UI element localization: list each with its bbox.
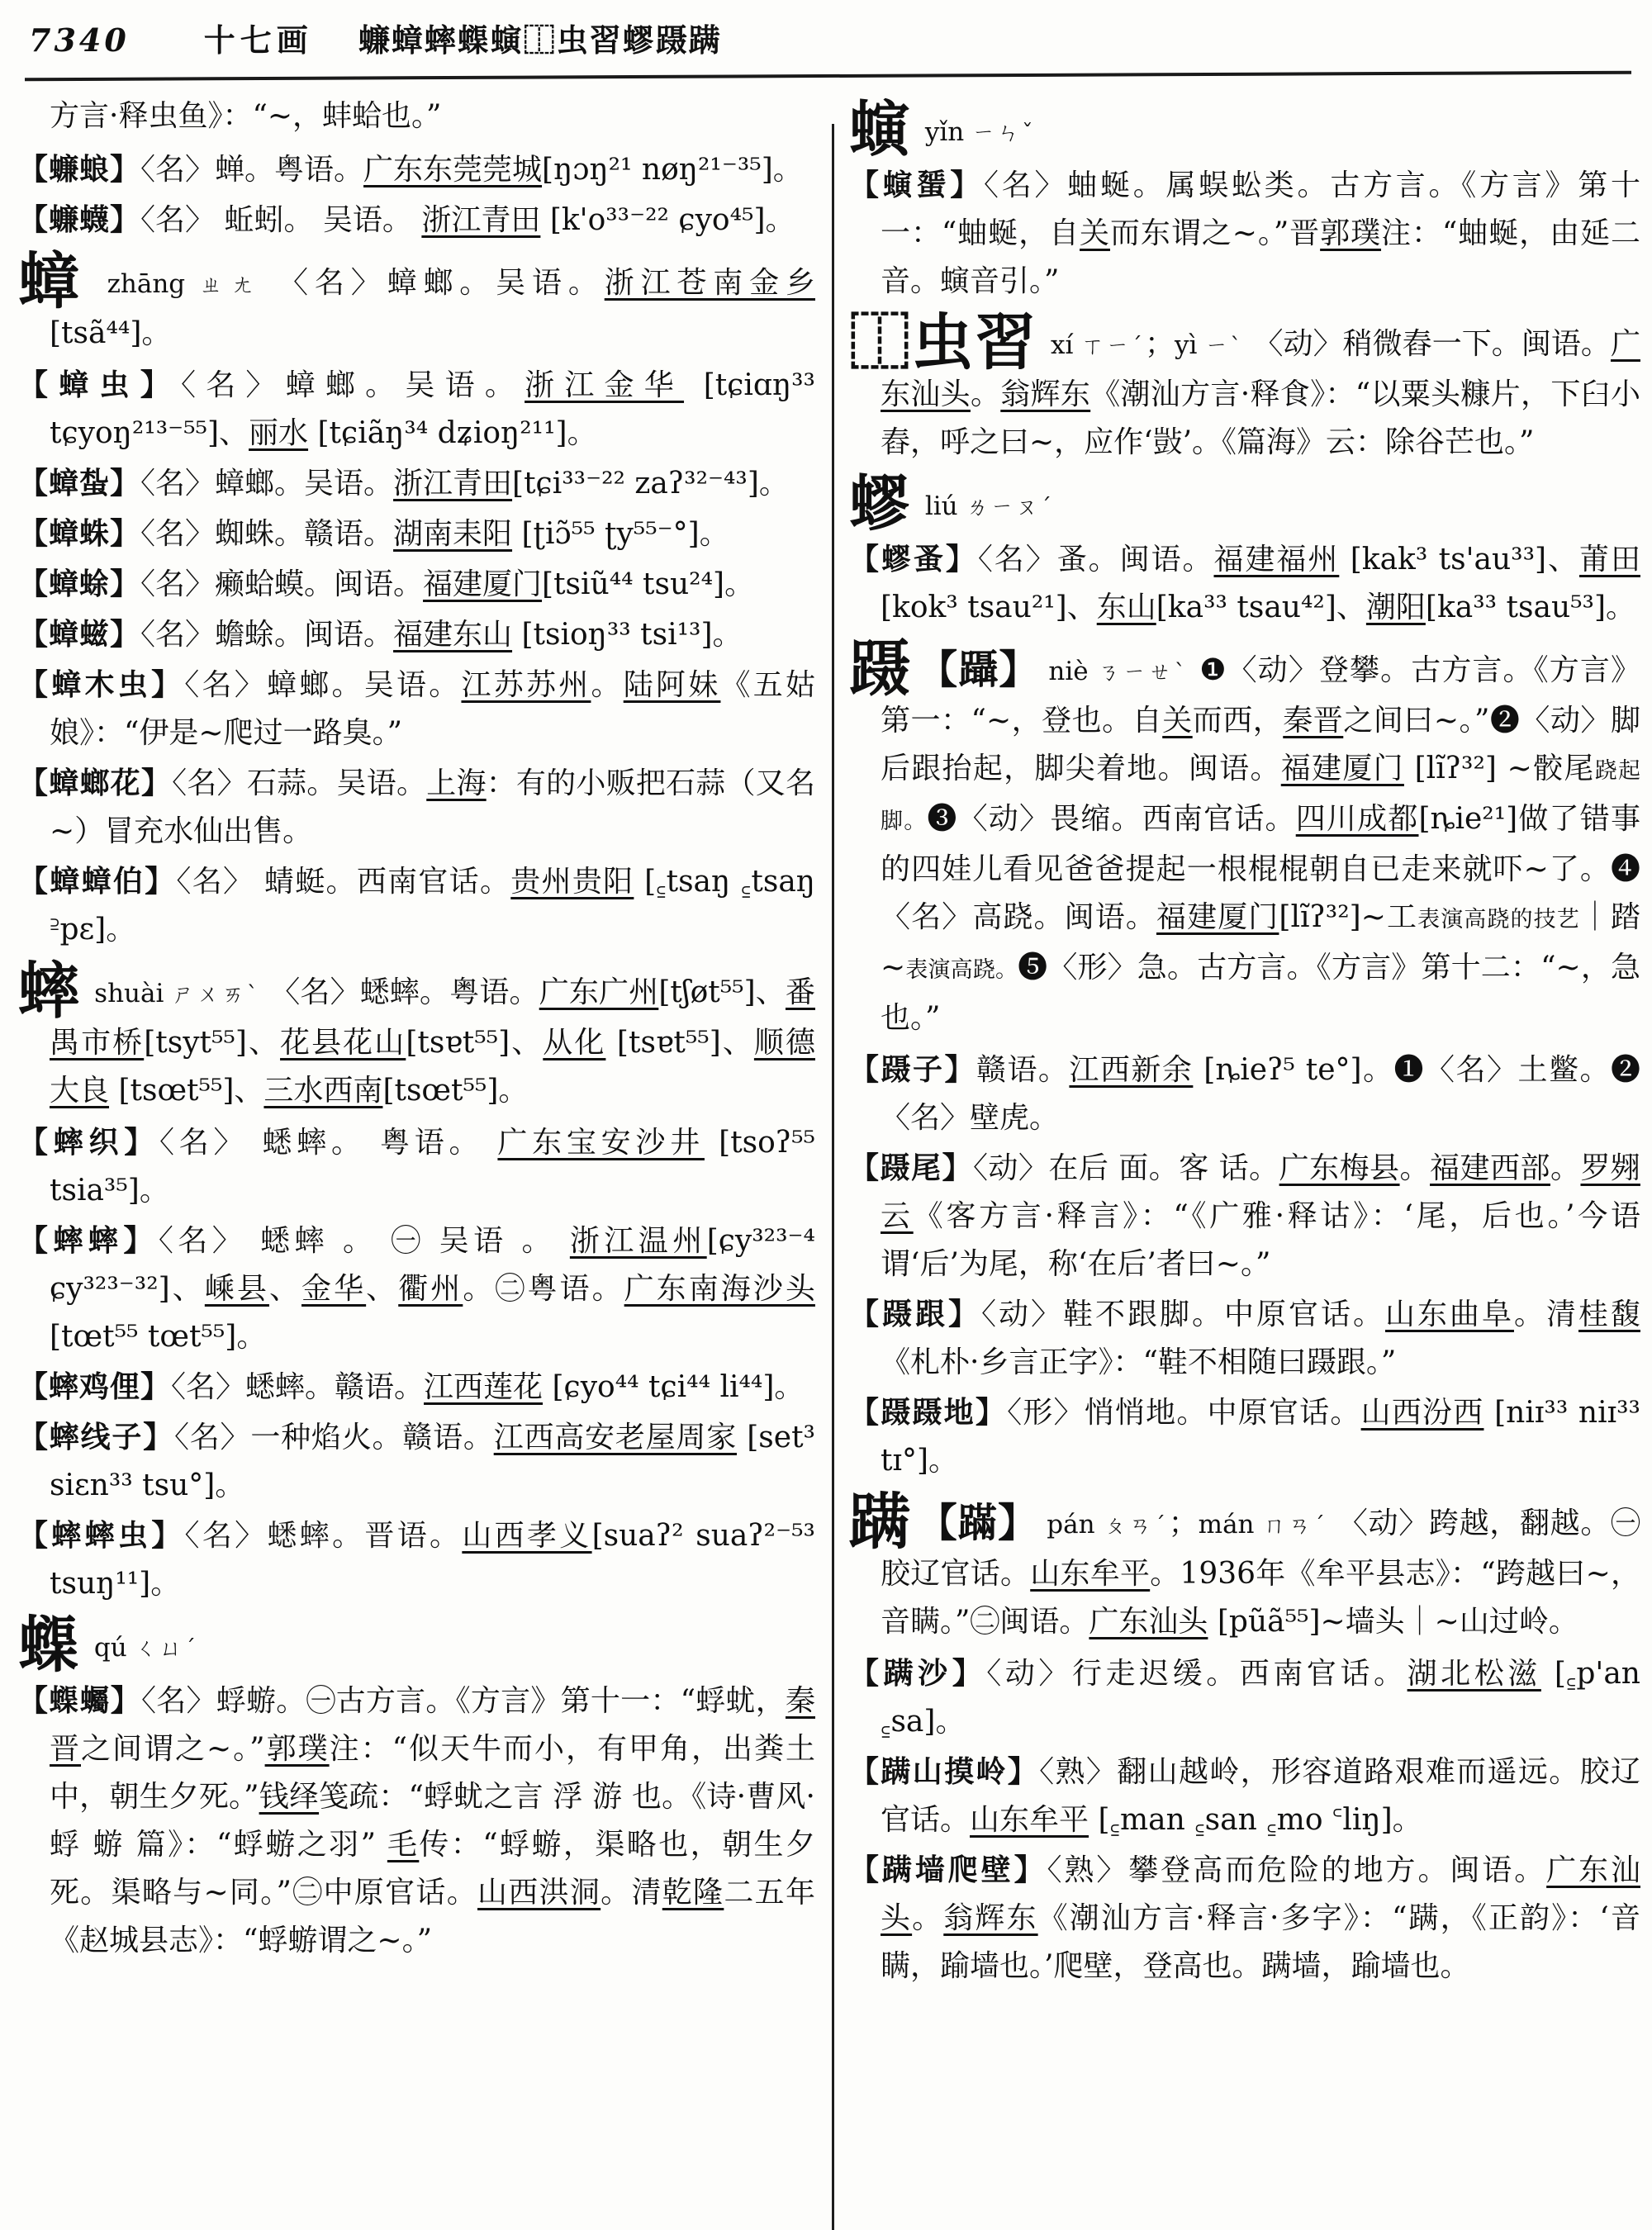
entry-text: 赣语。 (976, 1053, 1070, 1087)
entry-headword: 【蟑木虫】 (18, 667, 185, 702)
proper-noun: 山西孝义 (462, 1519, 592, 1553)
proper-noun: 江西莲花 (424, 1370, 544, 1404)
entry-headword: 【蹒墙爬壁】 (849, 1853, 1047, 1887)
bopomofo: ㄧˋ (1205, 334, 1254, 359)
proper-noun: 山东牟平 (970, 1803, 1089, 1837)
left-column (18, 93, 815, 1967)
bopomofo: ㄑㄩˊ (135, 1636, 199, 1662)
small-gloss: 表演高跷的技艺 (1417, 907, 1580, 932)
proper-noun: 番禺市桥 (50, 975, 815, 1060)
dict-entry (849, 1046, 1640, 1142)
proper-noun: 毛 (387, 1828, 420, 1862)
entry-text: [ȵie²¹]做了错事的四娃儿看见爸爸提起一根棍棍朝自已走来就吓~了。❹〈名〉高跷。闽语。 (881, 802, 1640, 934)
entry-text: [tsyt⁵⁵]、 (144, 1026, 281, 1060)
entry-text: 〈名〉蟋蟀。粤语。 (270, 975, 539, 1009)
entry-text: [lĩʔ³²]~工 (1279, 900, 1418, 934)
entry-text: 《五姑娘》：“伊是~爬过一路臭。” (50, 668, 815, 750)
entry-text: 。1936年《牟平县志》：“跨越曰~，音瞒。”㊁闽语。 (881, 1557, 1640, 1639)
headword-character: ⿰虫習 (849, 307, 1038, 378)
bopomofo: ㄋㄧㄝˋ (1097, 660, 1200, 686)
dict-entry (18, 459, 815, 508)
entry-text: 。㊁粤语。 (463, 1272, 624, 1306)
proper-noun: 浙江金华 (525, 368, 685, 402)
column-divider (832, 124, 834, 2230)
proper-noun: 陆阿妹 (623, 668, 721, 702)
entry-text: 〈名〉 蟋蟀。 粤语。 (159, 1126, 498, 1160)
dict-entry (18, 1677, 815, 1965)
entry-text: [tsioŋ³³ tsi¹³]。 (512, 618, 743, 652)
headword-entry (849, 468, 1640, 539)
entry-headword: 【螾蜑】 (849, 168, 984, 202)
entry-text: 二五年 《赵城县志》：“蜉蝣谓之~。” (50, 1876, 815, 1957)
proper-noun: 关 (1080, 216, 1110, 250)
entry-headword: 【蟀织】 (18, 1125, 160, 1160)
entry-text: [tsiũ⁴⁴ tsu²⁴]。 (542, 567, 755, 601)
proper-noun: 罗翙云 (881, 1151, 1640, 1233)
header-rule (25, 71, 1631, 81)
entry-text: 〈名〉蜘蛛。赣语。 (140, 517, 394, 551)
entry-text: [set³ siɛn³³ tsu°]。 (50, 1421, 815, 1502)
entry-text: 〈名〉石蒜。吴语。 (172, 766, 427, 800)
dict-entry (18, 510, 815, 558)
entry-headword: 【蟑虫】 (18, 368, 181, 402)
entry-headword: 【蟑螂花】 (18, 766, 173, 800)
entry-text: [tsɐt⁵⁵]、 (605, 1026, 754, 1060)
entry-text: 、 (268, 1272, 302, 1306)
pinyin: yǐn (917, 117, 973, 147)
proper-noun: 湖南耒阳 (393, 517, 513, 551)
entry-text: 。 (591, 668, 624, 702)
dict-entry (18, 145, 815, 194)
entry-headword: 【蹒山摸岭】 (849, 1754, 1040, 1789)
proper-noun: 丽水 (249, 416, 309, 450)
proper-noun: 金华 (301, 1272, 367, 1306)
entry-text: 〈名〉蚰蜒。属蜈蚣类。古方言。《方言》第十一：“蚰蜒，自 (881, 168, 1640, 250)
entry-text: 〈动〉行走迟缓。西南官话。 (986, 1657, 1408, 1691)
headword-character: 蟑 (18, 246, 88, 317)
entry-text: [tsɐt⁵⁵]、 (406, 1026, 544, 1060)
dict-entry (849, 161, 1640, 306)
entry-text: 〈名〉蚤。闽语。 (977, 543, 1214, 576)
header-char-list: 蠊蟑蟀蟝螾⿰虫習蟉蹑蹒 (358, 21, 722, 59)
entry-text: [tsœt⁵⁵]、 (109, 1074, 264, 1108)
entry-text: [ɕyo⁴⁴ tɕi⁴⁴ li⁴⁴]。 (543, 1370, 805, 1404)
entry-text: [tsœt⁵⁵]。 (382, 1074, 529, 1108)
proper-noun: 钱绎 (259, 1780, 320, 1814)
entry-headword: 【蟀蟀】 (18, 1223, 159, 1258)
pinyin: qú (86, 1633, 135, 1663)
dict-entry (849, 1388, 1640, 1485)
entry-text: 〈名〉蟋蟀。赣语。 (171, 1370, 425, 1404)
entry-text: [kak³ ts'au³³]、 (1339, 543, 1579, 576)
bopomofo: ㄌㄧㄡˊ (966, 495, 1055, 520)
dict-entry (849, 1846, 1640, 1990)
proper-noun: 广东东莞莞城 (363, 153, 543, 187)
dict-entry (18, 560, 815, 609)
entry-text: [꜁tsaŋ ꜁tsaŋ ꜅pɛ]。 (50, 865, 815, 947)
proper-noun: 衢州 (398, 1272, 463, 1306)
proper-noun: 广东汕头 (881, 327, 1640, 411)
entry-text: [ʈiɔ̃⁵⁵ ʈy⁵⁵⁻°]。 (512, 517, 729, 551)
entry-text: 。 (1550, 1151, 1581, 1185)
entry-text: [꜁man ꜁san ꜁mo ꜂liŋ]。 (1089, 1803, 1422, 1837)
pinyin: shuài (86, 979, 173, 1008)
entry-headword: 【蟑蟑伯】 (18, 864, 177, 899)
dict-entry (18, 1363, 815, 1412)
entry-text: [niɪ³³ niɪ³³ tɪ°]。 (881, 1396, 1640, 1478)
entry-text: 〈名〉一种焰火。赣语。 (173, 1421, 494, 1454)
entry-text: [pũã⁵⁵]~墙头｜~山过岭。 (1208, 1605, 1578, 1639)
proper-noun: 福建东山 (393, 618, 513, 652)
headword-entry (18, 956, 815, 1115)
headword-entry (849, 94, 1640, 165)
proper-noun: 湖北松滋 (1407, 1657, 1541, 1691)
bopomofo: ㄆㄢˊ (1104, 1513, 1169, 1539)
proper-noun: 广东梅县 (1279, 1151, 1400, 1185)
traditional-form: 【蹣】 (917, 1500, 1038, 1546)
headword-character: 蟝 (18, 1610, 81, 1681)
entry-text: 之间曰~。”❷〈动〉脚后跟抬起，脚尖着地。闽语。 (881, 704, 1640, 785)
dict-entry (18, 857, 815, 954)
entry-headword: 【蟑蛛】 (18, 516, 141, 551)
entry-headword: 【蹑跟】 (849, 1297, 981, 1331)
entry-headword: 【蹑尾】 (849, 1151, 973, 1185)
proper-noun: 浙江苍南金乡 (604, 266, 815, 300)
dict-entry (18, 93, 815, 140)
entry-headword: 【蟉蚤】 (849, 542, 978, 576)
bopomofo: ㄓㄤ (199, 273, 279, 298)
proper-noun: 广东宝安沙井 (497, 1126, 705, 1160)
proper-noun: 广东汕头 (1089, 1605, 1208, 1639)
proper-noun: 潮阳 (1365, 591, 1426, 624)
entry-text: [tʃøt⁵⁵]、 (658, 975, 786, 1009)
entry-text: [lĩʔ³²] ~骹尾 (1403, 752, 1595, 785)
entry-headword: 【蟝蠾】 (18, 1683, 141, 1718)
entry-text: 〈动〉在后 面。客 话。 (972, 1151, 1279, 1185)
proper-noun: 山东牟平 (1030, 1557, 1151, 1591)
entry-text: [ka³³ tsau⁵³]。 (1425, 591, 1636, 624)
entry-text: 《客方言·释言》：“《广雅·释诂》：‘尾，后也。’今语谓‘后’为尾，称‘在后’者曰~。” (881, 1199, 1640, 1281)
pinyin: niè (1039, 657, 1098, 686)
entry-text: 、 (366, 1272, 399, 1306)
proper-noun: 江西新余 (1069, 1053, 1194, 1087)
proper-noun: 福建厦门 (423, 567, 543, 601)
proper-noun: 花县花山 (280, 1026, 406, 1060)
pinyin: liú (917, 491, 966, 521)
entry-text: 。 (912, 1901, 944, 1935)
entry-text: [꜁p'an ꜁sa]。 (881, 1657, 1640, 1739)
headword-character: 蟀 (18, 956, 82, 1027)
headword-entry (18, 1610, 815, 1681)
entry-text: 笺疏：“蜉蚘之言 浮 游 也。《诗·曹风·蜉 蝣 篇》：“蜉蝣之羽” (50, 1780, 815, 1862)
proper-noun: 浙江青田 (393, 467, 513, 501)
pinyin: zhāng (92, 269, 200, 299)
proper-noun: 翁辉东 (943, 1901, 1038, 1935)
entry-headword: 【蟑蜍】 (18, 567, 141, 601)
entry-text: 。 (1399, 1151, 1431, 1185)
bopomofo: ㄕㄨㄞˋ (172, 982, 271, 1008)
proper-noun: 浙江温州 (569, 1224, 707, 1258)
small-gloss: 跷起脚。 (881, 758, 1640, 834)
entry-text: 〈名〉蟾蜍。闽语。 (140, 618, 394, 652)
proper-noun: 山东曲阜 (1384, 1298, 1514, 1331)
headword-entry (849, 307, 1640, 467)
entry-text: [ŋɔŋ²¹ nøŋ²¹⁻³⁵]。 (542, 153, 803, 187)
dict-entry (18, 1217, 815, 1361)
entry-text: 而西， (1192, 704, 1284, 738)
entry-text: ：有的小贩把石蒜（又名~）冒充水仙出售。 (50, 766, 815, 848)
entry-text: [tɕi³³⁻²² zaʔ³²⁻⁴³]。 (512, 467, 789, 501)
proper-noun: 四川成都 (1295, 802, 1419, 836)
proper-noun: 关 (1162, 704, 1193, 738)
entry-text: 〈名〉蟑螂。吴语。 (184, 668, 462, 702)
entry-headword: 【蠊蜋】 (18, 152, 141, 187)
dict-entry (849, 1290, 1640, 1387)
proper-noun: 贵州贵阳 (510, 865, 634, 899)
dict-entry (849, 1144, 1640, 1288)
entry-text: 《潮汕方言·释言·多字》：“蹒，《正韵》：‘音瞒，踰墙也。’爬壁，登高也。蹒墙，踰墙也。 (881, 1901, 1640, 1983)
proper-noun: 福建厦门 (1156, 900, 1279, 934)
entry-headword: 【蟑蚻】 (18, 466, 141, 501)
entry-text: 〈名〉蜉蝣。㊀古方言。《方言》第十一：“蜉蚘， (140, 1684, 786, 1718)
headword-character: 螾 (849, 94, 912, 165)
entry-text: [tœt⁵⁵ tœt⁵⁵]。 (50, 1320, 267, 1354)
entry-text: [ɕy³²³⁻⁴ ɕy³²³⁻³²]、 (50, 1224, 815, 1306)
small-gloss: 表演高跷。 (905, 957, 1018, 983)
proper-noun: 福建西部 (1430, 1151, 1550, 1185)
entry-text: 〈动〉鞋不跟脚。中原官话。 (981, 1298, 1385, 1331)
proper-noun: 山西汾西 (1360, 1396, 1484, 1430)
section-label: 十七画 (203, 21, 313, 59)
entry-text: ； (1144, 327, 1175, 361)
entry-text: 方言·释虫鱼》：“~，蚌蛤也。” (50, 99, 442, 133)
entry-text: 〈名〉蟋蟀。晋语。 (184, 1519, 463, 1553)
entry-text: 〈名〉蝉。粤语。 (140, 153, 364, 187)
entry-headword: 【蹒沙】 (849, 1656, 987, 1691)
page-header (29, 15, 1623, 64)
entry-text: 〈动〉跨越，翻越。㊀胶辽官话。 (881, 1506, 1641, 1591)
right-column (849, 93, 1640, 1992)
entry-text: [suaʔ² suaʔ²⁻⁵³ tsuŋ¹¹]。 (50, 1519, 815, 1601)
pinyin: pán (1037, 1510, 1104, 1540)
pinyin: mán (1198, 1510, 1264, 1540)
entry-text: 之间谓之~。” (81, 1732, 265, 1766)
proper-noun: 三水西南 (263, 1074, 383, 1108)
proper-noun: 郭璞 (1320, 216, 1382, 250)
headword-character: 蟉 (849, 468, 912, 539)
entry-text: 〈熟〉翻山越岭，形容道路艰难而遥远。胶辽官话。 (881, 1755, 1640, 1837)
page-number: 7340 (29, 21, 130, 59)
entry-headword: 【蟀鸡俚】 (18, 1369, 172, 1404)
entry-text: 而东谓之~。”晋 (1109, 216, 1321, 250)
dict-entry (18, 1118, 815, 1215)
entry-text: 。清 (1513, 1298, 1578, 1331)
dict-entry (18, 610, 815, 659)
entry-headword: 【蟀蟀虫】 (18, 1518, 185, 1553)
proper-noun: 山西洪洞 (477, 1876, 601, 1910)
proper-noun: 桂馥 (1578, 1298, 1640, 1331)
bopomofo: ㄇㄢˊ (1263, 1513, 1338, 1539)
entry-text: 注：“似天牛而小，有甲角，出粪土中，朝生夕死。” (50, 1732, 815, 1814)
entry-text: 〈名〉蟑螂。吴语。 (140, 467, 394, 501)
pinyin: yì (1174, 330, 1206, 360)
proper-noun: 郭璞 (264, 1732, 330, 1766)
entry-text: ❸〈动〉畏缩。西南官话。 (927, 802, 1296, 836)
proper-noun: 福建厦门 (1280, 752, 1404, 785)
traditional-form: 【躡】 (918, 647, 1040, 693)
proper-noun: 顺德大良 (50, 1026, 815, 1108)
entry-text: [tɕiãŋ³⁴ dʑioŋ²¹¹]。 (308, 416, 597, 450)
dict-entry (18, 661, 815, 757)
entry-text: ❺〈形〉急。古方言。《方言》第十二：“~，急也。” (881, 951, 1640, 1035)
proper-noun: 广东汕头 (881, 1853, 1640, 1935)
dict-entry (849, 1748, 1640, 1844)
dict-entry (18, 759, 815, 856)
entry-headword: 【蟀线子】 (18, 1420, 174, 1454)
entry-text: [ȵieʔ⁵ te°]。❶〈名〉土鳖。❷〈名〉壁虎。 (881, 1053, 1640, 1135)
bopomofo: ㄒㄧˊ (1081, 334, 1145, 359)
proper-noun: 嵊县 (204, 1272, 269, 1306)
proper-noun: 莆田 (1579, 543, 1640, 576)
proper-noun: 乾隆 (662, 1876, 724, 1910)
entry-text: 〈名〉 蜻蜓。西南官话。 (176, 865, 511, 899)
proper-noun: 江西高安老屋周家 (493, 1421, 738, 1454)
pinyin: xí (1042, 330, 1082, 360)
proper-noun: 东山 (1096, 591, 1156, 624)
entry-text: 注：“蚰蜒，由延二音。螾音引。” (881, 216, 1640, 298)
entry-headword: 【蠊蠛】 (18, 202, 141, 237)
entry-text: ； (1168, 1506, 1199, 1540)
entry-text: 〈名〉 蚯蚓。 吴语。 (140, 203, 422, 237)
dict-entry (849, 535, 1640, 632)
entry-headword: 【蹑蹑地】 (849, 1395, 1008, 1430)
proper-noun: 翁辉东 (1000, 377, 1091, 411)
dict-entry (849, 1649, 1640, 1746)
entry-text: [tsoʔ⁵⁵ tsia³⁵]。 (50, 1126, 815, 1208)
entry-text: 〈名〉癞蛤蟆。闽语。 (140, 567, 424, 601)
dict-entry (18, 1511, 815, 1608)
entry-text: [ka³³ tsau⁴²]、 (1156, 591, 1366, 624)
proper-noun: 广东南海沙头 (624, 1272, 815, 1306)
proper-noun: 从化 (543, 1026, 606, 1060)
entry-text: 《札朴·乡言正字》：“鞋不相随曰蹑跟。” (881, 1345, 1397, 1379)
dict-entry (18, 1413, 815, 1510)
headword-character: 蹒 (849, 1487, 913, 1558)
headword-entry (849, 633, 1640, 1042)
entry-text: 〈熟〉攀登高而危险的地方。闽语。 (1047, 1853, 1547, 1887)
proper-noun: 浙江青田 (421, 203, 541, 237)
proper-noun: 福建福州 (1213, 543, 1340, 576)
entry-text: 。清 (601, 1876, 662, 1910)
entry-text: 〈名〉蟑螂。吴语。 (180, 368, 525, 402)
headword-entry (18, 246, 815, 358)
proper-noun: 上海 (426, 766, 487, 800)
proper-noun: 秦晋 (50, 1684, 815, 1766)
entry-text: 。 (970, 377, 1001, 411)
dict-entry (18, 196, 815, 244)
entry-text: 〈名〉蟑螂。吴语。 (278, 266, 605, 300)
proper-noun: 秦晋 (1283, 704, 1344, 738)
bopomofo: ㄧㄣˇ (972, 121, 1036, 146)
entry-headword: 【蹑子】 (849, 1052, 976, 1087)
entry-text: 《潮汕方言·释食》：“以粟头糠片，下臼小舂，呼之曰~，应作‘敱’。《篇海》云：除谷芒也。” (881, 377, 1640, 459)
entry-text: [kok³ tsau²¹]、 (881, 591, 1097, 624)
headword-character: 蹑 (849, 633, 914, 705)
entry-text: 〈形〉悄悄地。中原官话。 (1007, 1396, 1361, 1430)
proper-noun: 江苏苏州 (461, 668, 591, 702)
entry-text: ❶〈动〉登攀。古方言。《方言》第一：“~，登也。自 (881, 653, 1640, 738)
headword-entry (849, 1487, 1641, 1646)
proper-noun: 广东广州 (539, 975, 659, 1009)
entry-text: 传：“蜉蝣，渠略也，朝生夕死。渠略与~同。”㊁中原官话。 (50, 1828, 815, 1910)
dict-entry (18, 361, 815, 458)
entry-text: [k'o³³⁻²² ɕyo⁴⁵]。 (540, 203, 795, 237)
entry-text: [tsã⁴⁴]。 (50, 316, 172, 350)
entry-text: [tɕiɑŋ³³ tɕyoŋ²¹³⁻⁵⁵]、 (50, 368, 815, 450)
entry-headword: 【蟑螆】 (18, 617, 141, 652)
entry-text: 〈动〉稍微舂一下。闽语。 (1253, 327, 1611, 361)
entry-text: 〈名〉 蟋蟀 。 ㊀ 吴语 。 (158, 1224, 570, 1258)
entry-text: ｜踏~ (881, 900, 1640, 985)
